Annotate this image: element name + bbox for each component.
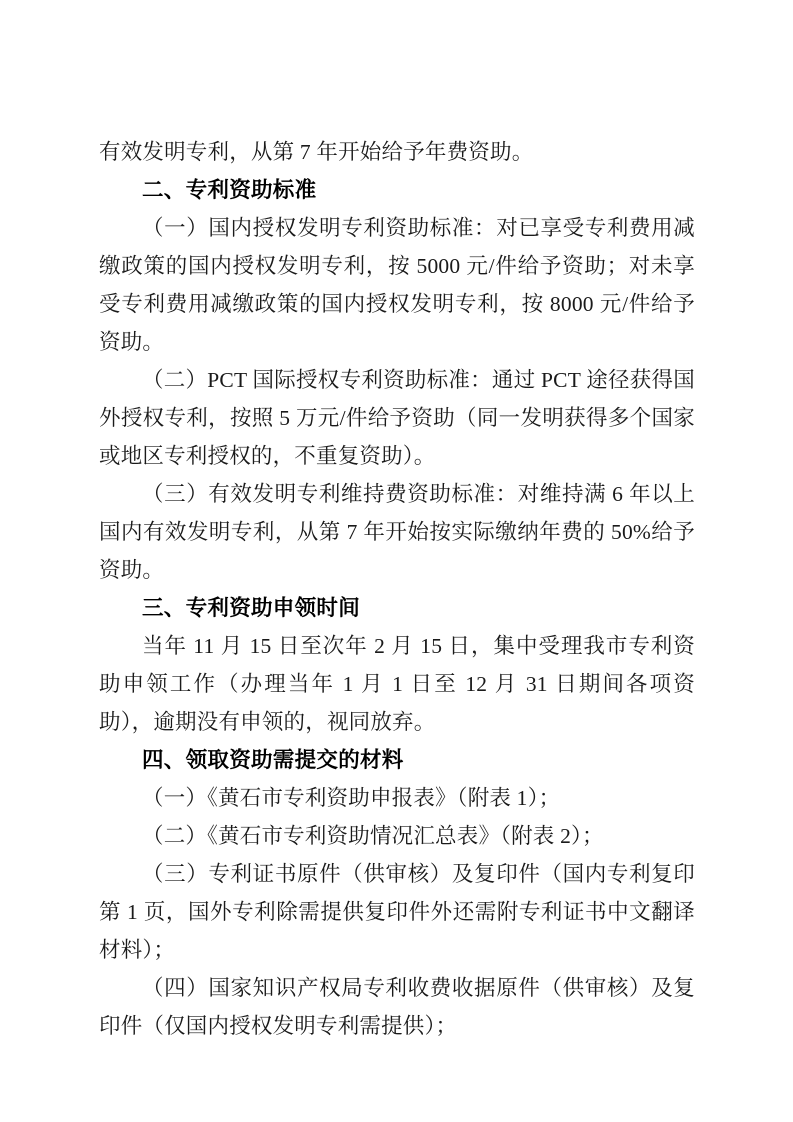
continued-paragraph: 有效发明专利，从第 7 年开始给予年费资助。 [99,140,534,164]
section-required-materials [99,741,695,1045]
section-2-paragraph-3: （三）有效发明专利维持费资助标准：对维持满 6 年以上国内有效发明专利，从第 7 年开始按实际缴纳年费的 50%给予资助。 [99,482,695,582]
section-4-paragraph-1: （一）《黄石市专利资助申报表》（附表 1）； [142,786,561,810]
section-heading-3: 三、专利资助申领时间 [142,596,361,620]
section-2-paragraph-2: （二）PCT 国际授权专利资助标准：通过 PCT 途径获得国外授权专利，按照 5 万元/件给予资助（同一发明获得多个国家或地区专利授权的，不重复资助）。 [99,368,695,468]
section-patent-subsidy-standard [99,171,695,589]
section-3-paragraph-1: 当年 11 月 15 日至次年 2 月 15 日，集中受理我市专利资助申领工作（办理当年 1 月 1 日至 12 月 31 日期间各项资助），逾期没有申领的，视同放弃。 [99,634,695,734]
section-2-paragraph-1: （一）国内授权发明专利资助标准：对已享受专利费用减缴政策的国内授权发明专利，按 5000 元/件给予资助；对未享受专利费用减缴政策的国内授权发明专利，按 8000 元/件给予资助。 [99,216,695,354]
section-application-time [99,589,695,741]
section-4-paragraph-3: （三）专利证书原件（供审核）及复印件（国内专利复印第 1 页，国外专利除需提供复印件外还需附专利证书中文翻译材料）； [99,862,695,962]
document-body [99,133,695,1045]
section-heading-4: 四、领取资助需提交的材料 [142,748,404,772]
section-heading-2: 二、专利资助标准 [142,178,317,202]
section-4-paragraph-4: （四）国家知识产权局专利收费收据原件（供审核）及复印件（仅国内授权发明专利需提供）； [99,976,695,1038]
section-4-paragraph-2: （二）《黄石市专利资助情况汇总表》（附表 2）； [142,824,604,848]
